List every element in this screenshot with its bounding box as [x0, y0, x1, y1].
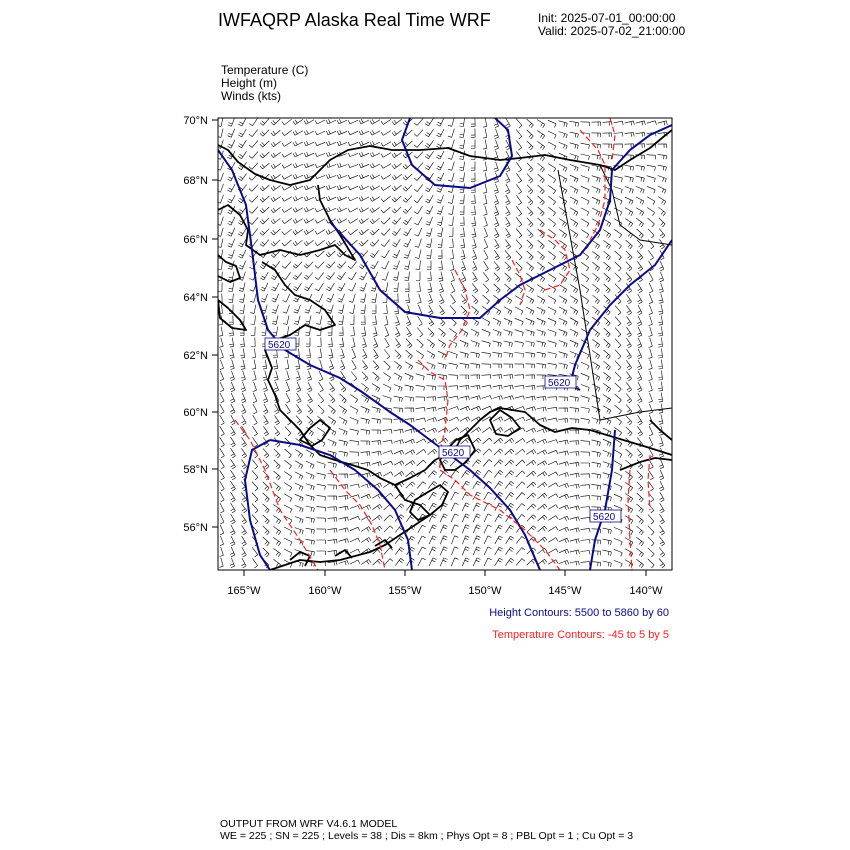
field-label-temperature: Temperature (C)	[221, 63, 309, 77]
lat-label: 62°N	[183, 350, 208, 362]
temperature-contour-legend: Temperature Contours: -45 to 5 by 5	[492, 629, 669, 641]
valid-time: Valid: 2025-07-02_21:00:00	[538, 24, 686, 38]
lon-label: 155°W	[388, 585, 422, 597]
contour-label-text: 5620	[442, 448, 465, 459]
contour-label	[590, 510, 621, 523]
lat-label: 60°N	[183, 407, 208, 419]
lon-label: 150°W	[468, 585, 502, 597]
field-label-winds: Winds (kts)	[221, 89, 281, 103]
lat-label: 58°N	[183, 464, 208, 476]
model-version: OUTPUT FROM WRF V4.6.1 MODEL	[220, 818, 398, 830]
lat-label: 64°N	[183, 292, 208, 304]
contour-label	[265, 338, 296, 351]
contour-label	[439, 446, 470, 459]
contour-label	[545, 376, 576, 389]
lon-label: 160°W	[308, 585, 342, 597]
field-label-height: Height (m)	[221, 76, 278, 90]
lat-label: 66°N	[183, 234, 208, 246]
lat-label: 70°N	[183, 115, 208, 127]
contour-label-text: 5620	[548, 378, 571, 389]
model-footer	[220, 818, 633, 842]
lon-label: 145°W	[548, 585, 582, 597]
lon-label: 165°W	[227, 585, 261, 597]
height-contour-legend: Height Contours: 5500 to 5860 by 60	[489, 607, 669, 619]
lat-label: 68°N	[183, 175, 208, 187]
contour-label-text: 5620	[593, 512, 616, 523]
lat-label: 56°N	[183, 522, 208, 534]
longitude-labels	[227, 585, 663, 597]
lon-label: 140°W	[629, 585, 663, 597]
model-config: WE = 225 ; SN = 225 ; Levels = 38 ; Dis = 8km ; Phys Opt = 8 ; PBL Opt = 1 ; Cu Opt = 3	[220, 830, 634, 842]
init-time: Init: 2025-07-01_00:00:00	[538, 11, 676, 25]
map-title: IWFAQRP Alaska Real Time WRF	[218, 10, 491, 30]
latitude-labels	[183, 115, 208, 534]
contour-label-text: 5620	[268, 340, 291, 351]
